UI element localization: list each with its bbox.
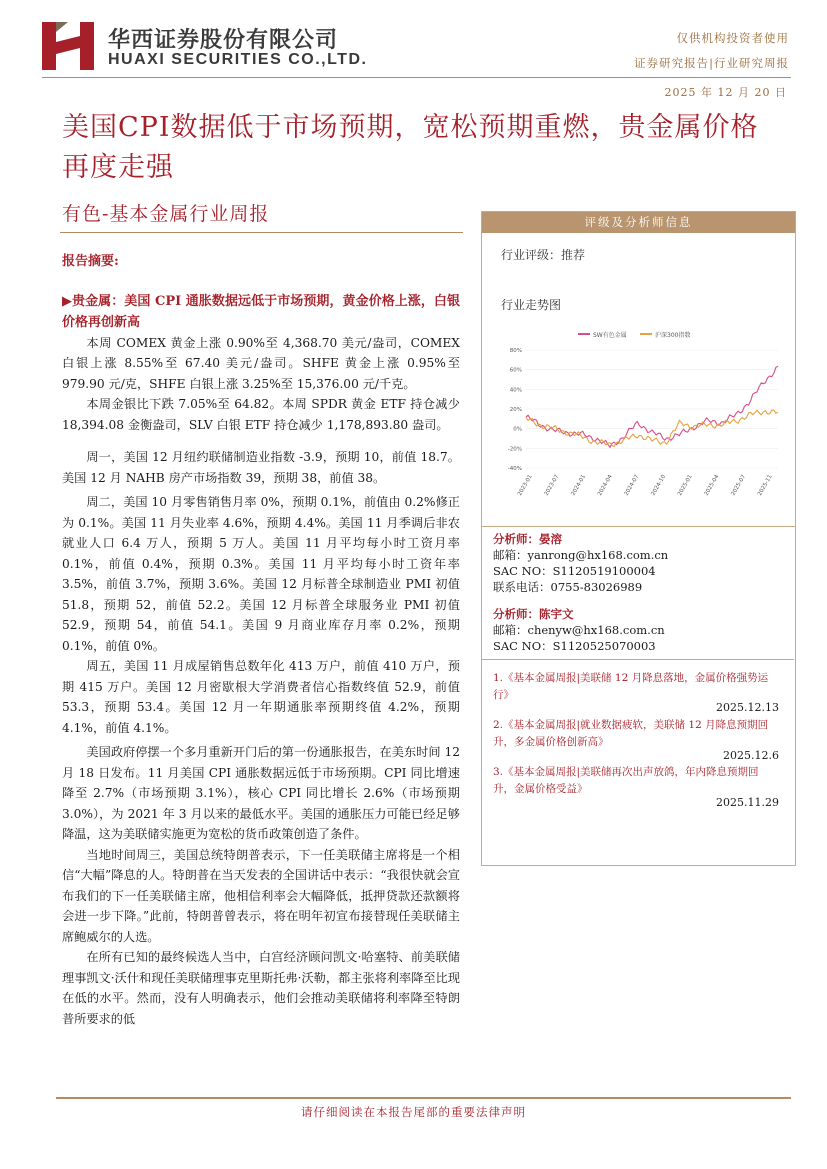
report-date: 2025 年 12 月 20 日 (664, 86, 787, 99)
report-title: 美国CPI数据低于市场预期，宽松预期重燃，贵金属价格再度走强 (62, 112, 759, 183)
huaxi-logo-icon (42, 22, 94, 70)
related-report-date: 2025.11.29 (716, 796, 779, 809)
x-tick-label: 2023-01 (517, 474, 534, 497)
summary-paragraph: 周一，美国 12 月纽约联储制造业指数 -3.9，预期 10，前值 18.7。美国 12 月 NAHB 房产市场指数 39，预期 38，前值 38。 (62, 450, 460, 485)
summary-paragraph: 周二，美国 10 月零售销售月率 0%，预期 0.1%，前值由 0.2%修正为 0.1%。美国 11 月失业率 4.6%，预期 4.4%。美国 11 月季调后非农就业人口 6.4 万人，预期 5 万人。美国 11 月平均每小时工资月率 0.1%，前值 0.4%，预期 0.3%。美国 11 月平均每小时工资年率 3.5%，前值 3.7%，预期 3.6%。美国 12 月标普全球制造业 PMI 初值 51.8，预期 52，前值 52.2。美国 12 月标普全球服务业 PMI 初值 52.9，预期 54，前值 54.1。美国 9 月商业库存月率 0.2%，预期 0.1%，前值 0%。 (62, 495, 460, 653)
series-line (526, 366, 778, 447)
summary-paragraph: 当地时间周三，美国总统特朗普表示，下一任美联储主席将是一个相信“大幅”降息的人。特朗普在当天发表的全国讲话中表示：“我很快就会宣布我们的下一任美联储主席，他相信利率会大幅降低，抵押贷款还款额将会进一步下降。”此前，特朗普曾表示，将在明年初宣布接替现任美联储主席鲍威尔的人选。 (62, 847, 460, 944)
related-report-date: 2025.12.6 (723, 749, 779, 762)
x-tick-label: 2024-07 (623, 474, 641, 497)
related-report-link[interactable]: 1.《基本金属周报|美联储 12 月降息落地，金属价格强势运行》 (493, 672, 769, 701)
precious-metals-bullet: ▶贵金属：美国 CPI 通胀数据远低于市场预期，黄金价格上涨，白银价格再创新高 (62, 293, 460, 330)
industry-trend-chart (488, 320, 788, 520)
report-type: 证券研究报告|行业研究周报 (634, 56, 789, 70)
related-divider (481, 659, 794, 660)
x-tick-label: 2024-10 (650, 474, 668, 497)
industry-rating: 行业评级：推荐 (501, 248, 586, 262)
summary-paragraph: 周五，美国 11 月成屋销售总数年化 413 万户，前值 410 万户，预期 415 万户。美国 12 月密歇根大学消费者信心指数终值 52.9，前值 53.3，预期 53.4。美国 12 月一年期通胀率预期终值 4.2%，预期 4.1%，前值 4.1%。 (62, 659, 460, 735)
rating-panel (481, 211, 796, 527)
x-tick-label: 2024-04 (597, 474, 614, 497)
x-tick-label: 2025-04 (703, 474, 721, 497)
x-tick-label: 2023-07 (543, 474, 561, 497)
panel-title: 评级及分析师信息 (482, 212, 795, 233)
analyst-2 (493, 606, 665, 654)
analyst-email: 邮箱：yanrong@hx168.com.cn (493, 548, 669, 562)
x-tick-label: 2025-07 (730, 474, 748, 497)
x-tick-label: 2025-11 (757, 474, 774, 497)
analyst-sac: SAC NO：S1120525070003 (493, 639, 656, 653)
analyst-sac: SAC NO：S1120519100004 (493, 564, 656, 578)
investor-notice: 仅供机构投资者使用 (676, 31, 789, 45)
legend-label: 沪深300指数 (655, 332, 691, 339)
company-name-cn: 华西证券股份有限公司 (108, 27, 339, 53)
header-divider (42, 77, 791, 78)
legend-label: SW有色金属 (593, 332, 627, 339)
company-name-en: HUAXI SECURITIES CO.,LTD. (108, 51, 368, 68)
analyst-email: 邮箱：chenyw@hx168.com.cn (493, 623, 665, 637)
analyst-name: 分析师：晏溶 (493, 532, 562, 546)
series-line (526, 410, 778, 446)
analyst-name: 分析师：陈宇文 (493, 607, 574, 621)
footer-divider (56, 1097, 791, 1099)
y-tick-label: 80% (509, 348, 522, 354)
summary-paragraph: 本周金银比下跌 7.05%至 64.82。本周 SPDR 黄金 ETF 持仓减少 18,394.08 金衡盎司，SLV 白银 ETF 持仓减少 1,178,893.80 盎司。 (62, 397, 460, 432)
legal-notice-footer: 请仔细阅读在本报告尾部的重要法律声明 (301, 1105, 526, 1119)
summary-section (62, 252, 460, 1029)
subtitle-divider (60, 232, 463, 233)
y-tick-label: 20% (509, 407, 522, 413)
summary-heading: 报告摘要: (62, 254, 119, 269)
y-tick-label: -40% (507, 466, 522, 472)
y-tick-label: 0% (513, 426, 522, 433)
x-tick-label: 2025-01 (677, 474, 694, 497)
y-tick-label: 60% (509, 367, 522, 374)
summary-paragraph: 美国政府停摆一个多月重新开门后的第一份通胀报告，在美东时间 12 月 18 日发布。11 月美国 CPI 通胀数据远低于市场预期。CPI 同比增速降至 2.7%（市场预期 3.1%），核心 CPI 同比增长 2.6%（市场预期 3.0%），为 2021 年 3 月以来的最低水平。美国的通胀压力可能已经足够降温，这为美联储实施更为宽松的货币政策创造了条件。 (62, 745, 460, 841)
analyst-phone: 联系电话：0755-83026989 (493, 580, 643, 594)
related-report-link[interactable]: 3.《基本金属周报|美联储再次出声放鸽，年内降息预期回升，金属价格受益》 (493, 766, 759, 795)
analyst-1 (493, 531, 668, 595)
related-report-link[interactable]: 2.《基本金属周报|就业数据疲软，美联储 12 月降息预期回升，多金属价格创新高》 (493, 719, 769, 748)
trend-label: 行业走势图 (501, 298, 562, 312)
x-tick-label: 2024-01 (570, 474, 588, 497)
y-tick-label: -20% (507, 446, 522, 453)
related-report-date: 2025.12.13 (716, 701, 779, 714)
report-subtitle: 有色-基本金属行业周报 (62, 203, 270, 225)
summary-paragraph: 在所有已知的最终候选人当中，白宫经济顾问凯文·哈塞特、前美联储理事凯文·沃什和现任美联储理事克里斯托弗·沃勒，都主张将利率降至比现在低的水平。然而，没有人明确表示，他们会推动美联储将利率降至特朗普所要求的低 (62, 950, 460, 1026)
y-tick-label: 40% (509, 387, 522, 394)
summary-paragraph: 本周 COMEX 黄金上涨 0.90%至 4,368.70 美元/盎司，COMEX 白银上涨 8.55%至 67.40 美元/盎司。SHFE 黄金上涨 0.95%至 979.90 元/克，SHFE 白银上涨 3.25%至 15,376.00 元/千克。 (62, 335, 460, 391)
